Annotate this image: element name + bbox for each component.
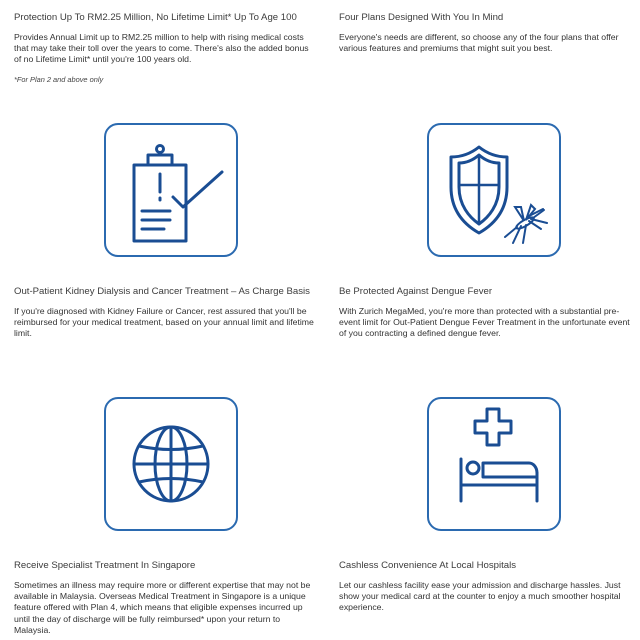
globe-icon	[106, 399, 236, 529]
feature-description: Sometimes an illness may require more or different expertise that may not be available in Malaysia. Overseas Medical Treatment in Singapore is a unique feature offered with Plan 4, which means that eligible expenses incurred up until the day of discharge will be fully reimbursed* upon your return to Malaysia.	[14, 580, 311, 635]
feature-title: Out-Patient Kidney Dialysis and Cancer Treatment – As Charge Basis	[14, 286, 310, 297]
feature-annual-limit	[14, 12, 314, 84]
feature-four-plans	[339, 12, 639, 54]
feature-title: Protection Up To RM2.25 Million, No Lifetime Limit* Up To Age 100	[14, 12, 297, 23]
feature-cashless	[339, 560, 639, 614]
feature-description: With Zurich MegaMed, you're more than protected with a substantial pre-event limit for Out-Patient Dengue Fever Treatment in the unfortunate event of you contracting a defined dengue fever.	[339, 306, 630, 339]
feature-description: Provides Annual Limit up to RM2.25 million to help with rising medical costs that may take their toll over the years to come. There's also the added bonus of no Lifetime Limit* until you're 100 years old.	[14, 32, 309, 65]
feature-description: Let our cashless facility ease your admission and discharge hassles. Just show your medical card at the counter to enjoy a much smoother hospital experience.	[339, 580, 621, 613]
feature-dengue	[339, 286, 639, 340]
feature-singapore-treatment	[14, 560, 314, 636]
hospital-bed-icon-card	[427, 397, 561, 531]
clipboard-check-icon	[106, 125, 236, 255]
clipboard-check-icon-card	[104, 123, 238, 257]
feature-description: Everyone's needs are different, so choose any of the four plans that offer various features and premiums that might suit you best.	[339, 32, 619, 54]
shield-mosquito-icon-card	[427, 123, 561, 257]
globe-icon-card	[104, 397, 238, 531]
shield-mosquito-icon	[429, 125, 559, 255]
feature-footnote: *For Plan 2 and above only	[14, 74, 104, 84]
feature-title: Be Protected Against Dengue Fever	[339, 286, 493, 297]
feature-title: Cashless Convenience At Local Hospitals	[339, 560, 517, 571]
feature-kidney-cancer	[14, 286, 314, 340]
hospital-bed-icon	[429, 399, 559, 529]
feature-description: If you're diagnosed with Kidney Failure or Cancer, rest assured that you'll be reimbursed for your medical treatment, based on your annual limit and lifetime limit.	[14, 306, 314, 339]
feature-title: Receive Specialist Treatment In Singapore	[14, 560, 196, 571]
feature-title: Four Plans Designed With You In Mind	[339, 12, 504, 23]
